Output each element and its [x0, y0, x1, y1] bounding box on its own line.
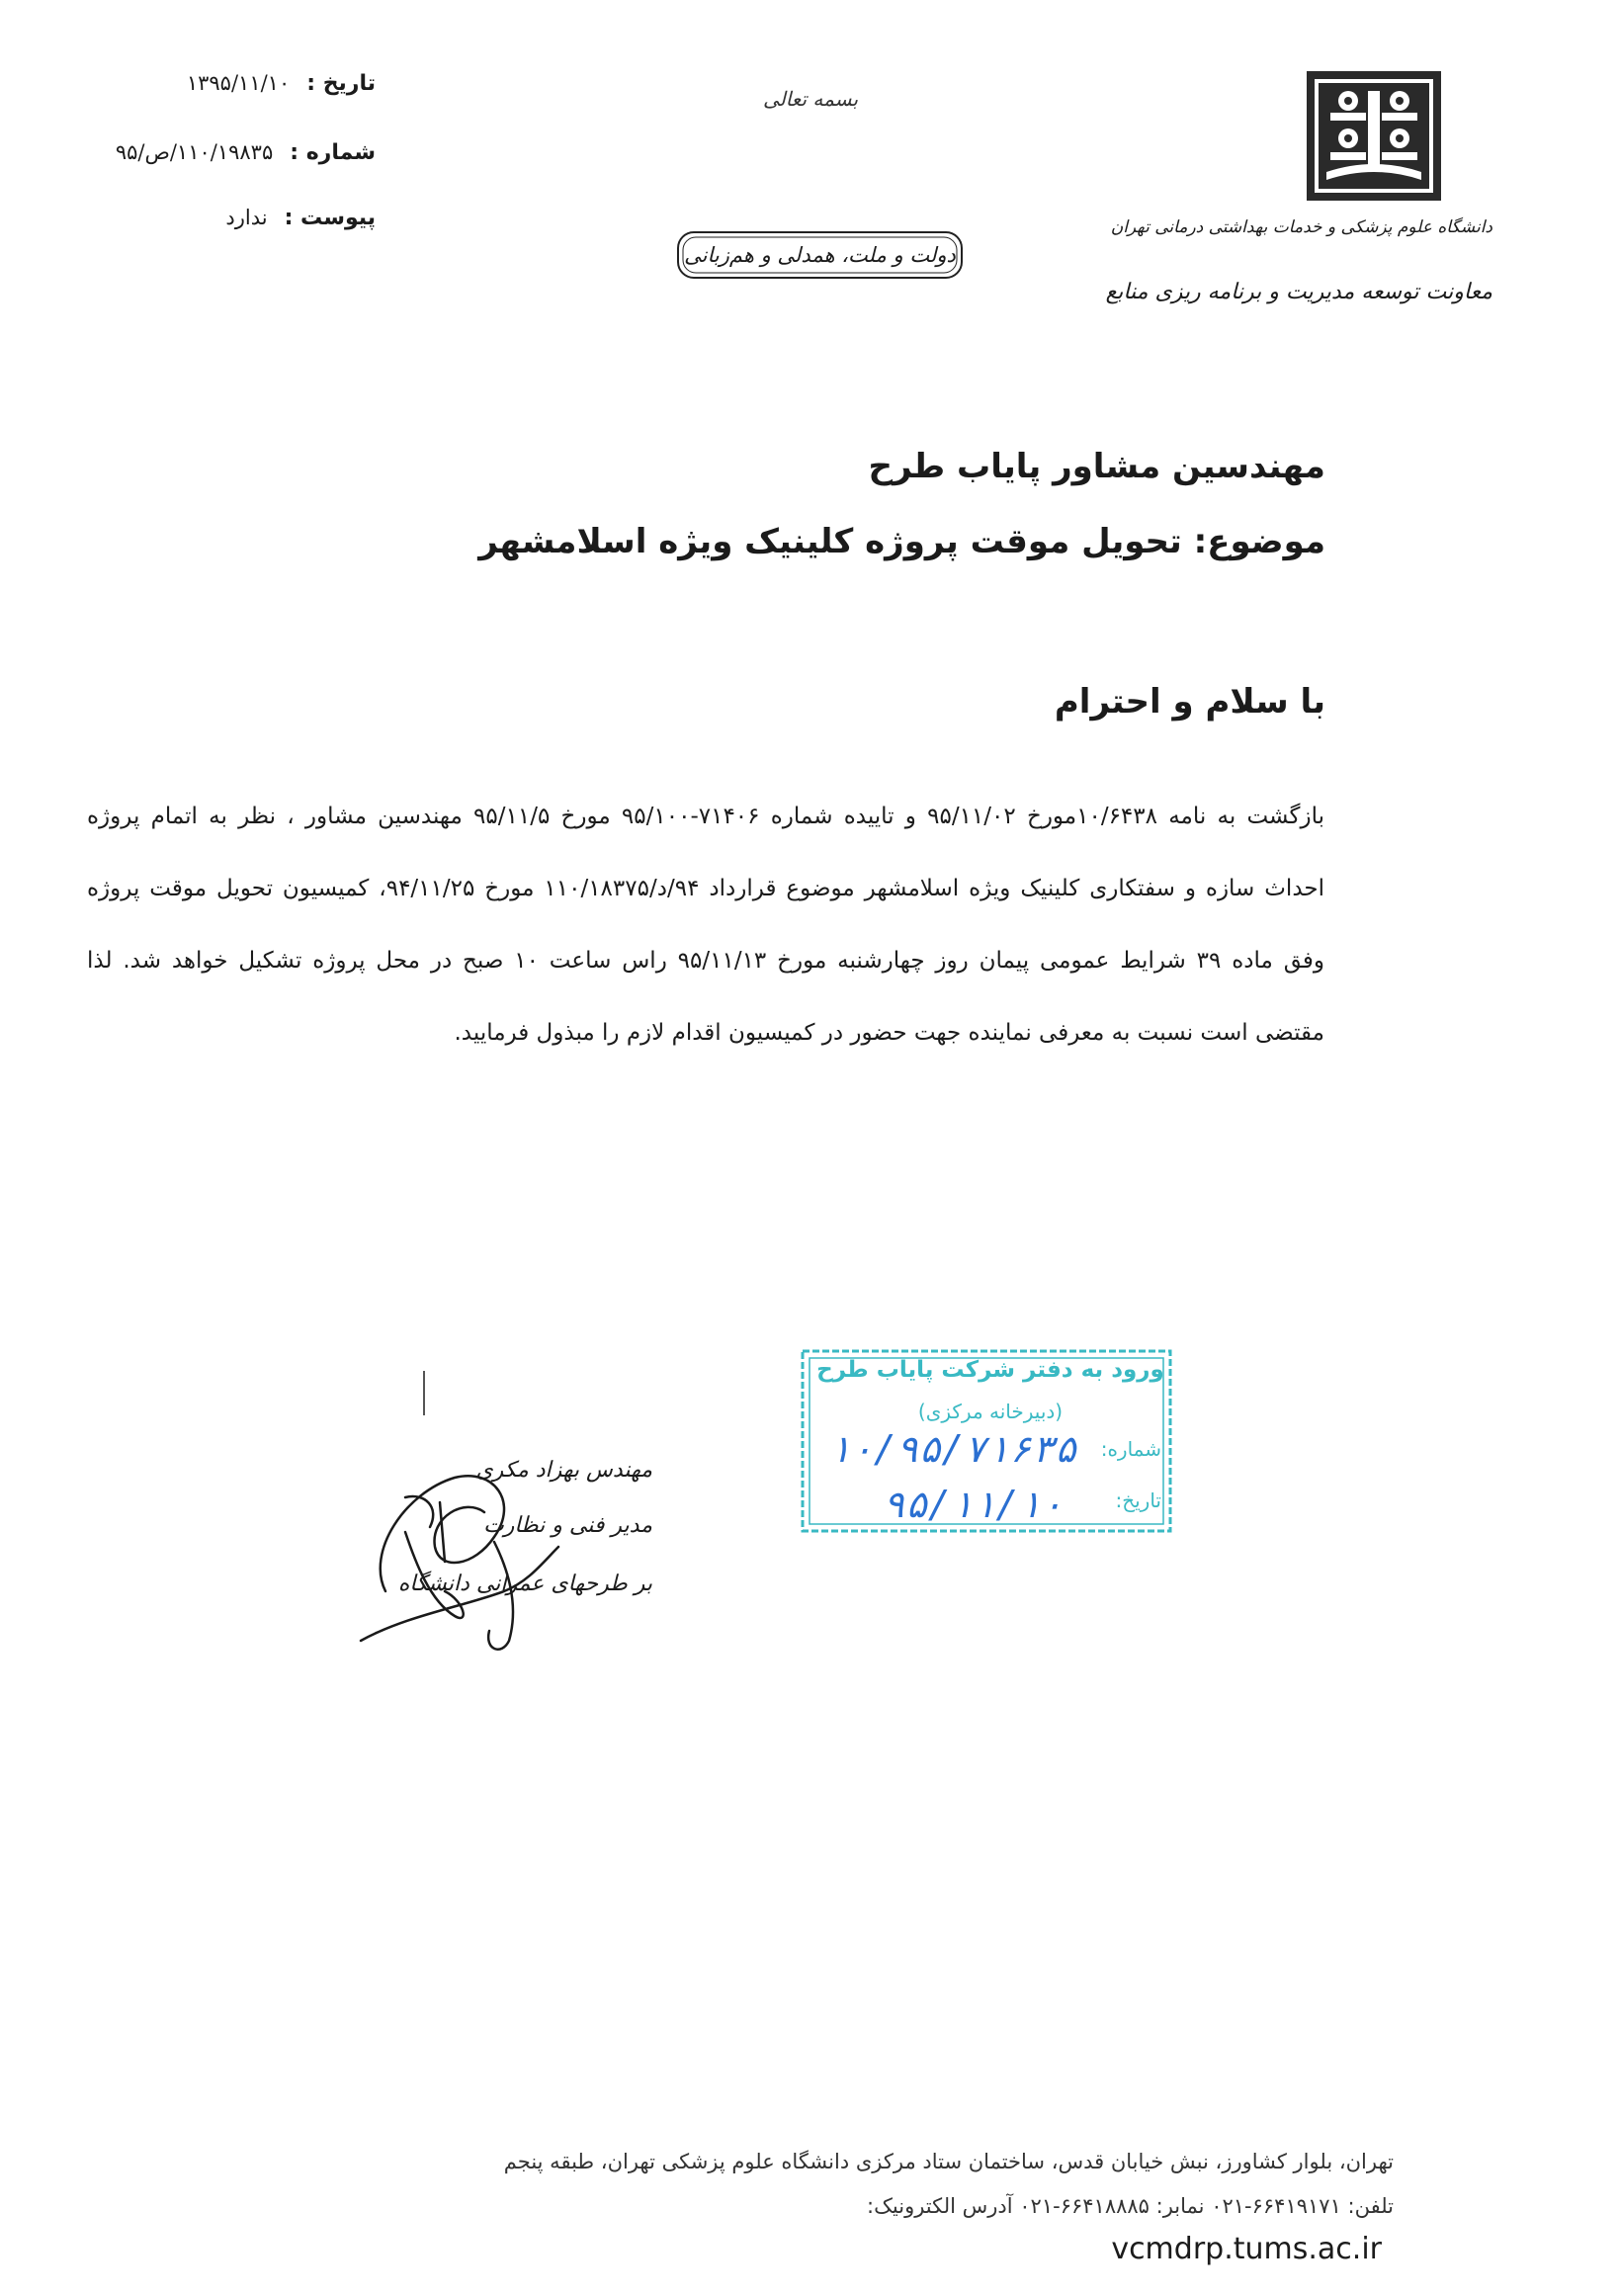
date-value: ۱۳۹۵/۱۱/۱۰	[186, 71, 291, 95]
footer-contact-text: تلفن: ۶۶۴۱۹۱۷۱-۰۲۱ نمابر: ۶۶۴۱۸۸۸۵-۰۲۱ آدرس الکترونیک:	[867, 2194, 1394, 2218]
institution-name: دانشگاه علوم پزشکی و خدمات بهداشتی درمانی تهران	[1110, 217, 1492, 237]
greeting: با سلام و احترام	[1054, 682, 1325, 722]
subject-title: موضوع: تحویل موقت پروژه کلینیک ویژه اسلامشهر	[478, 522, 1325, 561]
department-name: معاونت توسعه مدیریت و برنامه ریزی منابع	[1105, 280, 1492, 304]
recipient-title: مهندسین مشاور پایاب طرح	[868, 447, 1325, 486]
stamp-date-label: تاریخ:	[1115, 1488, 1161, 1512]
stamp-date-value: ۹۵/۱۱/۱۰	[883, 1483, 1065, 1526]
letter-body: بازگشت به نامه ۱۰/۶۴۳۸مورخ ۹۵/۱۱/۰۲ و تاییده شماره ۷۱۴۰۶-۹۵/۱۰۰ مورخ ۹۵/۱۱/۵ مهندسین مشاور ، نظر به اتمام پروژه احداث سازه و سفتکاری کلینیک ویژه اسلامشهر موضوع قرارداد ۹۴/د/۱۱۰/۱۸۳۷۵ مورخ ۹۴/۱۱/۲۵، کمیسیون تحویل موقت پروژه وفق ماده ۳۹ شرایط عمومی پیمان روز چهارشنبه مورخ ۹۵/۱۱/۱۳ راس ساعت ۱۰ صبح در محل پروژه تشکیل خواهد شد. لذا مقتضی است نسبت به معرفی نماینده جهت حضور در کمیسیون اقدام لازم را مبذول فرمایید.	[87, 804, 1325, 1046]
footer-website-row	[158, 2232, 1394, 2266]
signatory-scope: بر طرحهای عمرانی دانشگاه	[397, 1572, 652, 1596]
date-row	[119, 71, 376, 96]
motto: دولت و ملت، همدلی و هم‌زبانی	[684, 243, 956, 267]
number-value: ۱۱۰/۱۹۸۳۵/ص/۹۵	[115, 140, 274, 164]
date-label: تاریخ :	[306, 71, 376, 96]
stamp-subtitle: (دبیرخانه مرکزی)	[917, 1400, 1064, 1423]
divider-line	[423, 1371, 425, 1415]
number-row	[115, 140, 376, 165]
attachment-row	[119, 206, 376, 230]
university-logo-icon	[1305, 69, 1443, 203]
number-label: شماره :	[290, 140, 376, 165]
stamp-number-label: شماره:	[1100, 1437, 1161, 1461]
footer-website[interactable]: vcmdrp.tums.ac.ir	[1111, 2232, 1382, 2266]
signatory-title: مدیر فنی و نظارت	[483, 1513, 652, 1538]
footer-address: تهران، بلوار کشاورز، نبش خیابان قدس، ساختمان ستاد مرکزی دانشگاه علوم پزشکی تهران، طبقه پنجم	[503, 2150, 1394, 2173]
footer-contact	[158, 2194, 1394, 2218]
stamp-title: ورود به دفتر شرکت پایاب طرح	[816, 1357, 1164, 1383]
attachment-label: پیوست :	[284, 206, 376, 230]
bismillah: بسمه تعالی	[762, 87, 859, 111]
attachment-value: ندارد	[225, 206, 268, 229]
signatory-name: مهندس بهزاد مکری	[475, 1458, 652, 1483]
stamp-number-value: ۱۰/۹۵/۷۱۶۳۵	[828, 1427, 1077, 1471]
